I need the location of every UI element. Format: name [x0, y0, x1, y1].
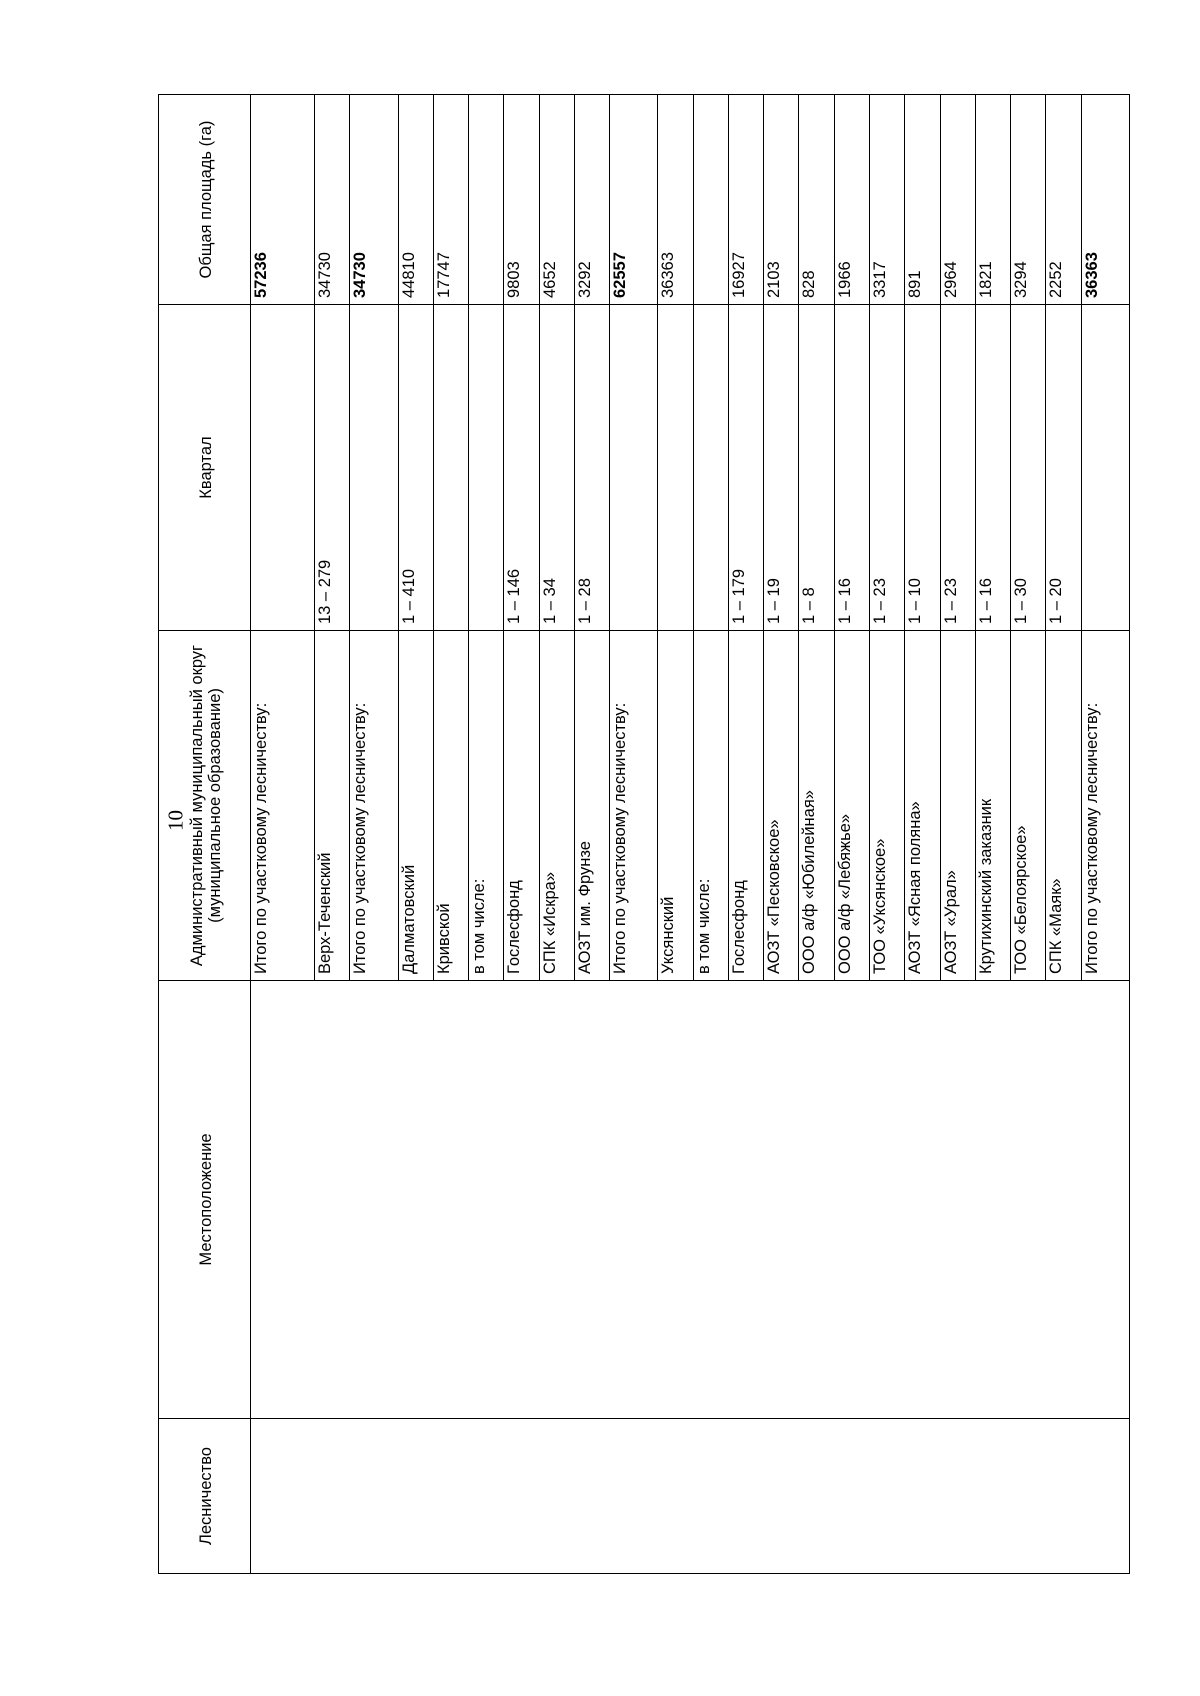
quarter-cell: 1 – 16	[834, 305, 869, 631]
area-cell: 1966	[834, 95, 869, 305]
header-area: Общая площадь (га)	[159, 95, 251, 305]
district-cell: ООО а/ф «Юбилейная»	[799, 631, 834, 981]
area-cell: 36363	[1081, 95, 1129, 305]
area-cell: 2103	[764, 95, 799, 305]
quarter-cell: 1 – 179	[728, 305, 763, 631]
district-cell: СПК «Маяк»	[1046, 631, 1081, 981]
quarter-cell: 1 – 30	[1011, 305, 1046, 631]
rotated-table-container	[158, 95, 1130, 1574]
district-cell: ТОО «Белоярское»	[1011, 631, 1046, 981]
area-cell: 891	[905, 95, 940, 305]
quarter-cell	[433, 305, 468, 631]
area-cell: 3294	[1011, 95, 1046, 305]
district-cell: Уксянский	[658, 631, 693, 981]
area-cell: 17747	[433, 95, 468, 305]
quarter-cell	[610, 305, 658, 631]
page-number: 10	[163, 810, 188, 831]
district-cell: Итого по участковому лесничеству:	[1081, 631, 1129, 981]
district-cell: в том числе:	[469, 631, 504, 981]
area-cell: 2252	[1046, 95, 1081, 305]
table-row	[251, 95, 315, 1574]
header-forestry: Лесничество	[159, 1419, 251, 1574]
district-cell: Итого по участковому лесничеству:	[251, 631, 315, 981]
district-cell: Гослесфонд	[504, 631, 539, 981]
district-cell: Далматовский	[398, 631, 433, 981]
quarter-cell: 1 – 28	[574, 305, 609, 631]
district-cell: в том числе:	[693, 631, 728, 981]
quarter-cell	[1081, 305, 1129, 631]
district-cell: АОЗТ «Урал»	[940, 631, 975, 981]
quarter-cell: 1 – 19	[764, 305, 799, 631]
district-cell: Итого по участковому лесничеству:	[610, 631, 658, 981]
district-cell: Кривской	[433, 631, 468, 981]
quarter-cell: 1 – 23	[940, 305, 975, 631]
quarter-cell: 1 – 20	[1046, 305, 1081, 631]
quarter-cell: 1 – 146	[504, 305, 539, 631]
forestry-cell	[251, 1419, 1130, 1574]
area-cell: 44810	[398, 95, 433, 305]
area-cell: 3292	[574, 95, 609, 305]
area-cell: 34730	[315, 95, 350, 305]
area-cell	[469, 95, 504, 305]
district-cell: ТОО «Уксянское»	[870, 631, 905, 981]
table-body	[251, 95, 1130, 1574]
quarter-cell	[658, 305, 693, 631]
district-cell: СПК «Искра»	[539, 631, 574, 981]
quarter-cell	[693, 305, 728, 631]
area-cell: 57236	[251, 95, 315, 305]
area-cell: 828	[799, 95, 834, 305]
district-cell: АОЗТ им. Фрунзе	[574, 631, 609, 981]
district-cell: Крутихинский заказник	[975, 631, 1010, 981]
area-cell: 34730	[350, 95, 398, 305]
quarter-cell: 1 – 16	[975, 305, 1010, 631]
quarter-cell: 1 – 8	[799, 305, 834, 631]
quarter-cell: 1 – 410	[398, 305, 433, 631]
quarter-cell	[251, 305, 315, 631]
district-cell: АОЗТ «Ясная поляна»	[905, 631, 940, 981]
district-cell: Гослесфонд	[728, 631, 763, 981]
area-cell: 2964	[940, 95, 975, 305]
area-cell: 4652	[539, 95, 574, 305]
area-cell: 16927	[728, 95, 763, 305]
district-cell: ООО а/ф «Лебяжье»	[834, 631, 869, 981]
quarter-cell: 13 – 279	[315, 305, 350, 631]
forestry-table	[158, 94, 1130, 1574]
district-cell: Итого по участковому лесничеству:	[350, 631, 398, 981]
quarter-cell	[350, 305, 398, 631]
location-cell	[251, 981, 1130, 1419]
quarter-cell	[469, 305, 504, 631]
area-cell: 62557	[610, 95, 658, 305]
quarter-cell: 1 – 10	[905, 305, 940, 631]
district-cell: Верх-Теченский	[315, 631, 350, 981]
header-quarter: Квартал	[159, 305, 251, 631]
header-location: Местоположение	[159, 981, 251, 1419]
header-district: Административный муниципальный округ (муниципальное образование)	[159, 631, 251, 981]
area-cell: 1821	[975, 95, 1010, 305]
area-cell: 9803	[504, 95, 539, 305]
quarter-cell: 1 – 23	[870, 305, 905, 631]
quarter-cell: 1 – 34	[539, 305, 574, 631]
area-cell	[693, 95, 728, 305]
table-header-row	[159, 95, 251, 1574]
area-cell: 36363	[658, 95, 693, 305]
area-cell: 3317	[870, 95, 905, 305]
district-cell: АОЗТ «Песковское»	[764, 631, 799, 981]
